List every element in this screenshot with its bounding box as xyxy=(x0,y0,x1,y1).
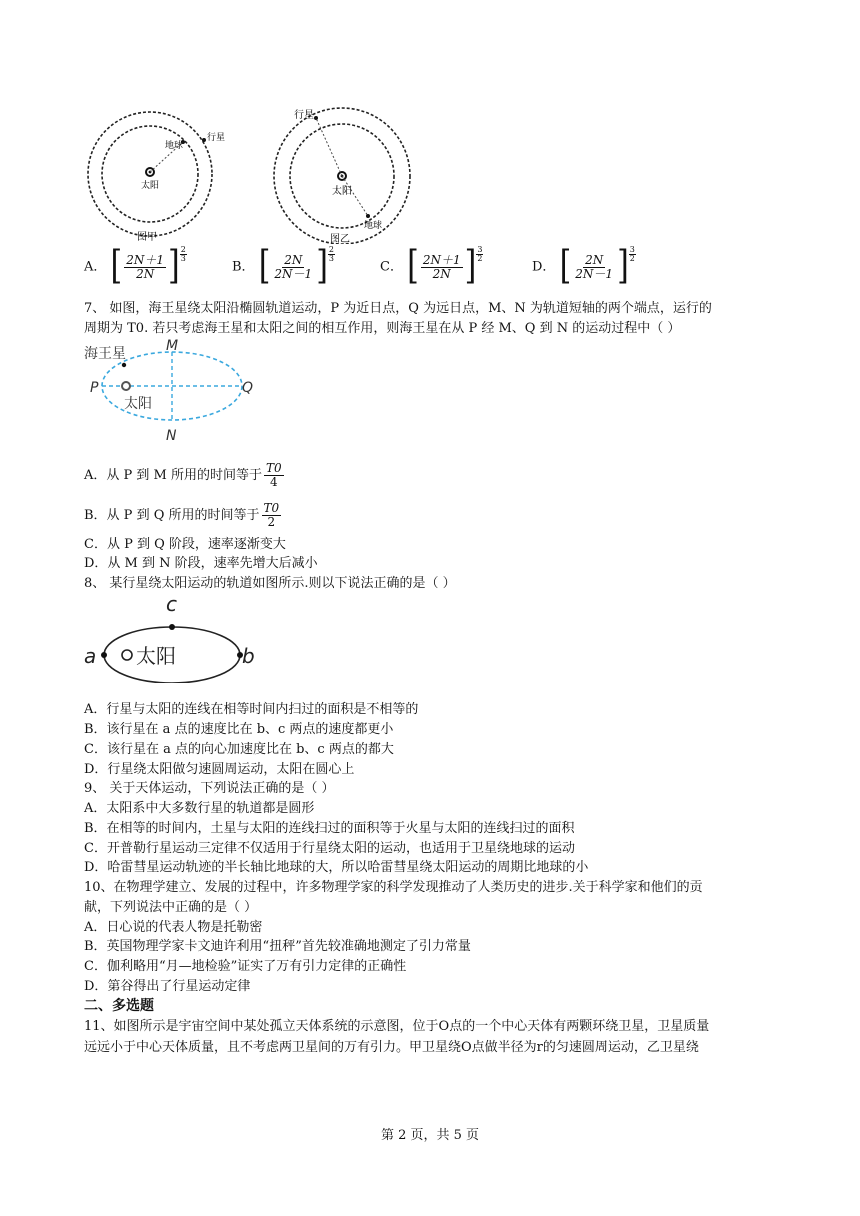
fig-yi-earth-label: 地球 xyxy=(364,221,383,231)
q10-option-c[interactable]: C．伽利略用“月—地检验”证实了万有引力定律的正确性 xyxy=(84,959,407,974)
q10-stem-line2: 献，下列说法中正确的是（ ） xyxy=(84,900,258,915)
q6-option-d[interactable]: D． [ $\frac{2N}{2N-1}$ ] $\frac{3}{2}$ xyxy=(532,243,635,290)
fig-yi-planet-label: 行星 xyxy=(294,110,314,121)
q7-fig-P: P xyxy=(90,380,99,396)
fig-jia-sun-label: 太阳 xyxy=(141,181,160,191)
q8-option-c[interactable]: C．该行星在 a 点的向心加速度比在 b、c 两点的都大 xyxy=(84,742,394,757)
q11-stem-line1: 11、如图所示是宇宙空间中某处孤立天体系统的示意图，位于O点的一个中心天体有两颗环绕卫星，卫星质量 xyxy=(84,1019,710,1034)
fig-yi-sun-label: 太阳 xyxy=(332,186,352,197)
q10-stem-line1: 10、在物理学建立、发展的过程中，许多物理学家的科学发现推动了人类历史的进步.关于科学家和他们的贡 xyxy=(84,880,703,895)
q7-stem-line1: 7、 如图，海王星绕太阳沿椭圆轨道运动，P 为近日点，Q 为远日点，M、N 为轨道短轴的两个端点，运行的 xyxy=(84,301,712,316)
q7-fig-Q: Q xyxy=(242,380,254,396)
q8-option-a[interactable]: A．行星与太阳的连线在相等时间内扫过的面积是不相等的 xyxy=(84,702,419,717)
q7-figure xyxy=(84,338,264,444)
q9-option-a[interactable]: A．太阳系中大多数行星的轨道都是圆形 xyxy=(84,801,315,816)
q7-fig-sun: 太阳 xyxy=(124,396,152,412)
fig-jia-earth-label: 地球 xyxy=(165,141,184,151)
q9-option-c[interactable]: C．开普勒行星运动三定律不仅适用于行星绕太阳的运动，也适用于卫星绕地球的运动 xyxy=(84,841,575,856)
q8-fig-a: a xyxy=(84,644,97,668)
q7-fig-N: N xyxy=(166,428,177,444)
q6-option-b[interactable]: B． [ $\frac{2N}{2N-1}$ ] $\frac{2}{3}$ xyxy=(232,243,335,290)
q7-fig-M: M xyxy=(166,338,179,354)
q8-option-d[interactable]: D．行星绕太阳做匀速圆周运动，太阳在圆心上 xyxy=(84,762,355,777)
q8-fig-sun: 太阳 xyxy=(136,644,176,668)
q8-figure xyxy=(80,593,260,683)
figure-yi xyxy=(264,104,424,244)
q7-stem-line2: 周期为 T0. 若只考虑海王星和太阳之间的相互作用，则海王星在从 P 经 M、Q 到 N 的运动过程中（ ） xyxy=(84,321,681,336)
q10-option-b[interactable]: B．英国物理学家卡文迪许利用“扭秤”首先较准确地测定了引力常量 xyxy=(84,939,471,954)
q8-fig-c: c xyxy=(166,593,177,616)
q6-option-c[interactable]: C． [ $\frac{2N+1}{2N}$ ] $\frac{3}{2}$ xyxy=(380,243,483,290)
q10-option-a[interactable]: A．日心说的代表人物是托勒密 xyxy=(84,920,263,935)
section-heading-multiple-choice: 二、多选题 xyxy=(84,998,154,1014)
fig-jia-caption: 图甲 xyxy=(137,232,157,243)
q10-option-d[interactable]: D．第谷得出了行星运动定律 xyxy=(84,979,251,994)
q7-option-b[interactable]: B．从 P 到 Q 所用的时间等于 $\frac{T0}{2}$ xyxy=(84,501,280,529)
page-footer: 第 2 页，共 5 页 xyxy=(380,1128,480,1143)
q8-stem: 8、 某行星绕太阳运动的轨道如图所示.则以下说法正确的是（ ） xyxy=(84,576,456,591)
q7-option-c[interactable]: C．从 P 到 Q 阶段，速率逐渐变大 xyxy=(84,537,286,552)
q8-fig-b: b xyxy=(242,644,255,668)
q7-option-a[interactable]: A．从 P 到 M 所用的时间等于 $\frac{T0}{4}$ xyxy=(84,461,282,489)
q9-option-b[interactable]: B．在相等的时间内，土星与太阳的连线扫过的面积等于火星与太阳的连线扫过的面积 xyxy=(84,821,575,836)
q7-fig-neptune: 海王星 xyxy=(84,346,126,362)
figure-jia xyxy=(80,104,240,244)
q9-stem: 9、 关于天体运动，下列说法正确的是（ ） xyxy=(84,781,335,796)
q6-option-a[interactable]: A． [ $\frac{2N+1}{2N}$ ] $\frac{2}{3}$ xyxy=(84,243,186,290)
q6-options xyxy=(84,243,804,298)
q8-option-b[interactable]: B．该行星在 a 点的速度比在 b、c 两点的速度都更小 xyxy=(84,722,394,737)
q7-option-d[interactable]: D．从 M 到 N 阶段，速率先增大后减小 xyxy=(84,556,318,571)
fig-yi-caption: 图乙 xyxy=(330,234,350,244)
fig-jia-planet-label: 行星 xyxy=(207,133,226,143)
q9-option-d[interactable]: D．哈雷彗星运动轨迹的半长轴比地球的大，所以哈雷彗星绕太阳运动的周期比地球的小 xyxy=(84,860,589,875)
q11-stem-line2: 远远小于中心天体质量，且不考虑两卫星间的万有引力。甲卫星绕O点做半径为r的匀速圆周运动，乙卫星绕 xyxy=(84,1040,699,1055)
